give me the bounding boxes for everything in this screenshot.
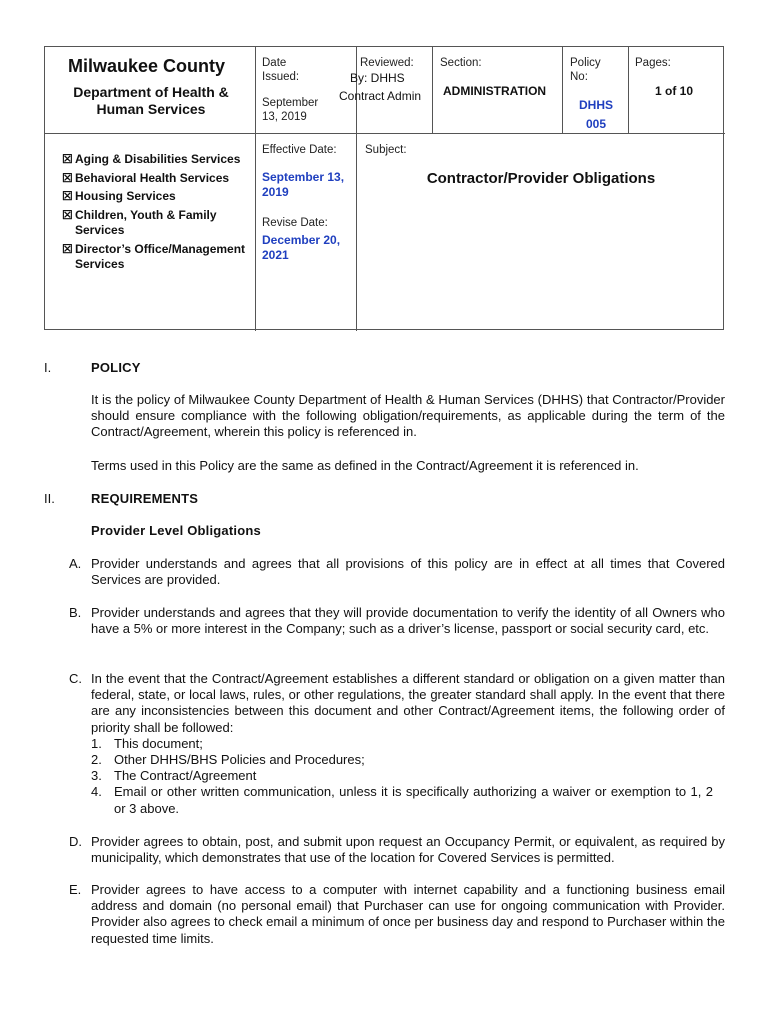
unit-label: Director’s Office/Management Services xyxy=(75,241,246,271)
policy-paragraph: It is the policy of Milwaukee County Department of Health & Human Services (DHHS) that Contractor/Provider should ensure compliance with the following obligation/requirements, as applicable during the term of the Contract/Agreement, wherein this policy is referenced in. xyxy=(91,392,725,440)
reviewed-label: Reviewed: xyxy=(360,57,414,69)
effective-date-value: September 13, 2019 xyxy=(262,170,345,199)
pages-value: 1 of 10 xyxy=(655,84,694,98)
priority-item xyxy=(91,752,725,768)
list-item xyxy=(69,671,725,817)
priority-item xyxy=(91,736,725,752)
subject-title: Contractor/Provider Obligations xyxy=(426,170,656,187)
checkbox-icon: ☒ xyxy=(62,241,73,256)
department-name: Department of Health & Human Services xyxy=(73,84,229,117)
unit-children xyxy=(62,208,248,239)
subject-label: Subject: xyxy=(365,144,407,156)
unit-label: Housing Services xyxy=(75,189,176,203)
checkbox-icon: ☒ xyxy=(62,189,73,203)
unit-label: Aging & Disabilities Services xyxy=(75,152,241,166)
checkbox-icon: ☒ xyxy=(62,207,73,222)
pages-label: Pages: xyxy=(635,57,671,69)
priority-text: Email or other written communication, unless it is specifically authorizing a waiver or exemption to 1, 2 or 3 above. xyxy=(114,784,713,816)
checkbox-icon: ☒ xyxy=(62,170,73,185)
policy-no-value: DHHS 005 xyxy=(578,98,613,131)
section-number: II. xyxy=(44,491,55,506)
divider xyxy=(45,133,725,134)
unit-aging xyxy=(62,152,248,168)
item-text: Provider understands and agrees that all provisions of this policy are in effect at all times that Covered Services are provided. xyxy=(91,556,725,588)
section-label: Section: xyxy=(440,57,482,69)
unit-behavioral xyxy=(62,171,248,187)
unit-label: Behavioral Health Services xyxy=(75,170,230,185)
priority-number: 2. xyxy=(91,752,102,768)
priority-item xyxy=(91,768,725,784)
divider xyxy=(255,47,256,331)
priority-item xyxy=(91,784,725,816)
unit-housing xyxy=(62,189,248,205)
item-letter: D. xyxy=(69,834,82,849)
item-letter: C. xyxy=(69,671,82,686)
item-text: In the event that the Contract/Agreement establishes a different standard or obligation on a given matter than federal, state, or local laws, rules, or other regulations, the greater standard shall apply. In the event that there are any inconsistencies between this document and other Contract/Agreement items, the following order of priority shall be followed: xyxy=(91,671,725,735)
unit-label: Children, Youth & Family Services xyxy=(75,207,217,237)
priority-number: 1. xyxy=(91,735,102,751)
county-name: Milwaukee County xyxy=(68,56,226,76)
subsection-heading: Provider Level Obligations xyxy=(91,523,261,538)
section-value: ADMINISTRATION xyxy=(443,84,547,98)
priority-number: 3. xyxy=(91,768,102,784)
item-text: Provider agrees to have access to a computer with internet capability and a functioning business email address and domain (no personal email) that Purchaser can use for ongoing communication with Provider. Provider also agrees to check email a minimum of once per business day and respond to Purchaser within the requested time limits. xyxy=(91,882,725,946)
date-issued-label: Date Issued: xyxy=(262,57,300,83)
priority-number: 4. xyxy=(91,784,102,800)
policy-no-label: Policy No: xyxy=(570,57,601,83)
priority-text: The Contract/Agreement xyxy=(114,768,257,784)
item-text: Provider understands and agrees that they will provide documentation to verify the identity of all Owners who have a 5% or more interest in the Company; such as a driver’s license, passport or social security card, etc. xyxy=(91,605,725,637)
section-number: I. xyxy=(44,360,52,375)
reviewed-by-2: Contract Admin xyxy=(339,89,422,103)
divider xyxy=(432,47,433,133)
item-letter: A. xyxy=(69,556,82,571)
service-units xyxy=(62,152,248,276)
reviewed-by: By: DHHS xyxy=(350,71,405,85)
checkbox-icon: ☒ xyxy=(62,152,73,166)
priority-list xyxy=(91,736,725,817)
section-heading-requirements: REQUIREMENTS xyxy=(91,491,199,506)
section-heading-policy: POLICY xyxy=(91,360,141,375)
revise-date-label: Revise Date: xyxy=(262,217,328,229)
list-item xyxy=(69,605,725,637)
list-item xyxy=(69,882,725,947)
list-item xyxy=(69,556,725,588)
effective-date-label: Effective Date: xyxy=(262,144,337,156)
item-text: Provider agrees to obtain, post, and submit upon request an Occupancy Permit, or equivalent, as required by municipality, which demonstrates that use of the location for Covered Services is permitted. xyxy=(91,834,725,866)
date-issued-value: September 13, 2019 xyxy=(262,97,319,123)
item-letter: E. xyxy=(69,882,82,897)
terms-paragraph: Terms used in this Policy are the same as defined in the Contract/Agreement it is referenced in. xyxy=(91,458,639,473)
unit-director xyxy=(62,242,248,273)
revise-date-value: December 20, 2021 xyxy=(262,233,341,262)
divider xyxy=(628,47,629,133)
priority-text: This document; xyxy=(114,735,203,751)
item-letter: B. xyxy=(69,605,82,620)
priority-text: Other DHHS/BHS Policies and Procedures; xyxy=(114,752,365,768)
divider xyxy=(562,47,563,133)
list-item xyxy=(69,834,725,866)
